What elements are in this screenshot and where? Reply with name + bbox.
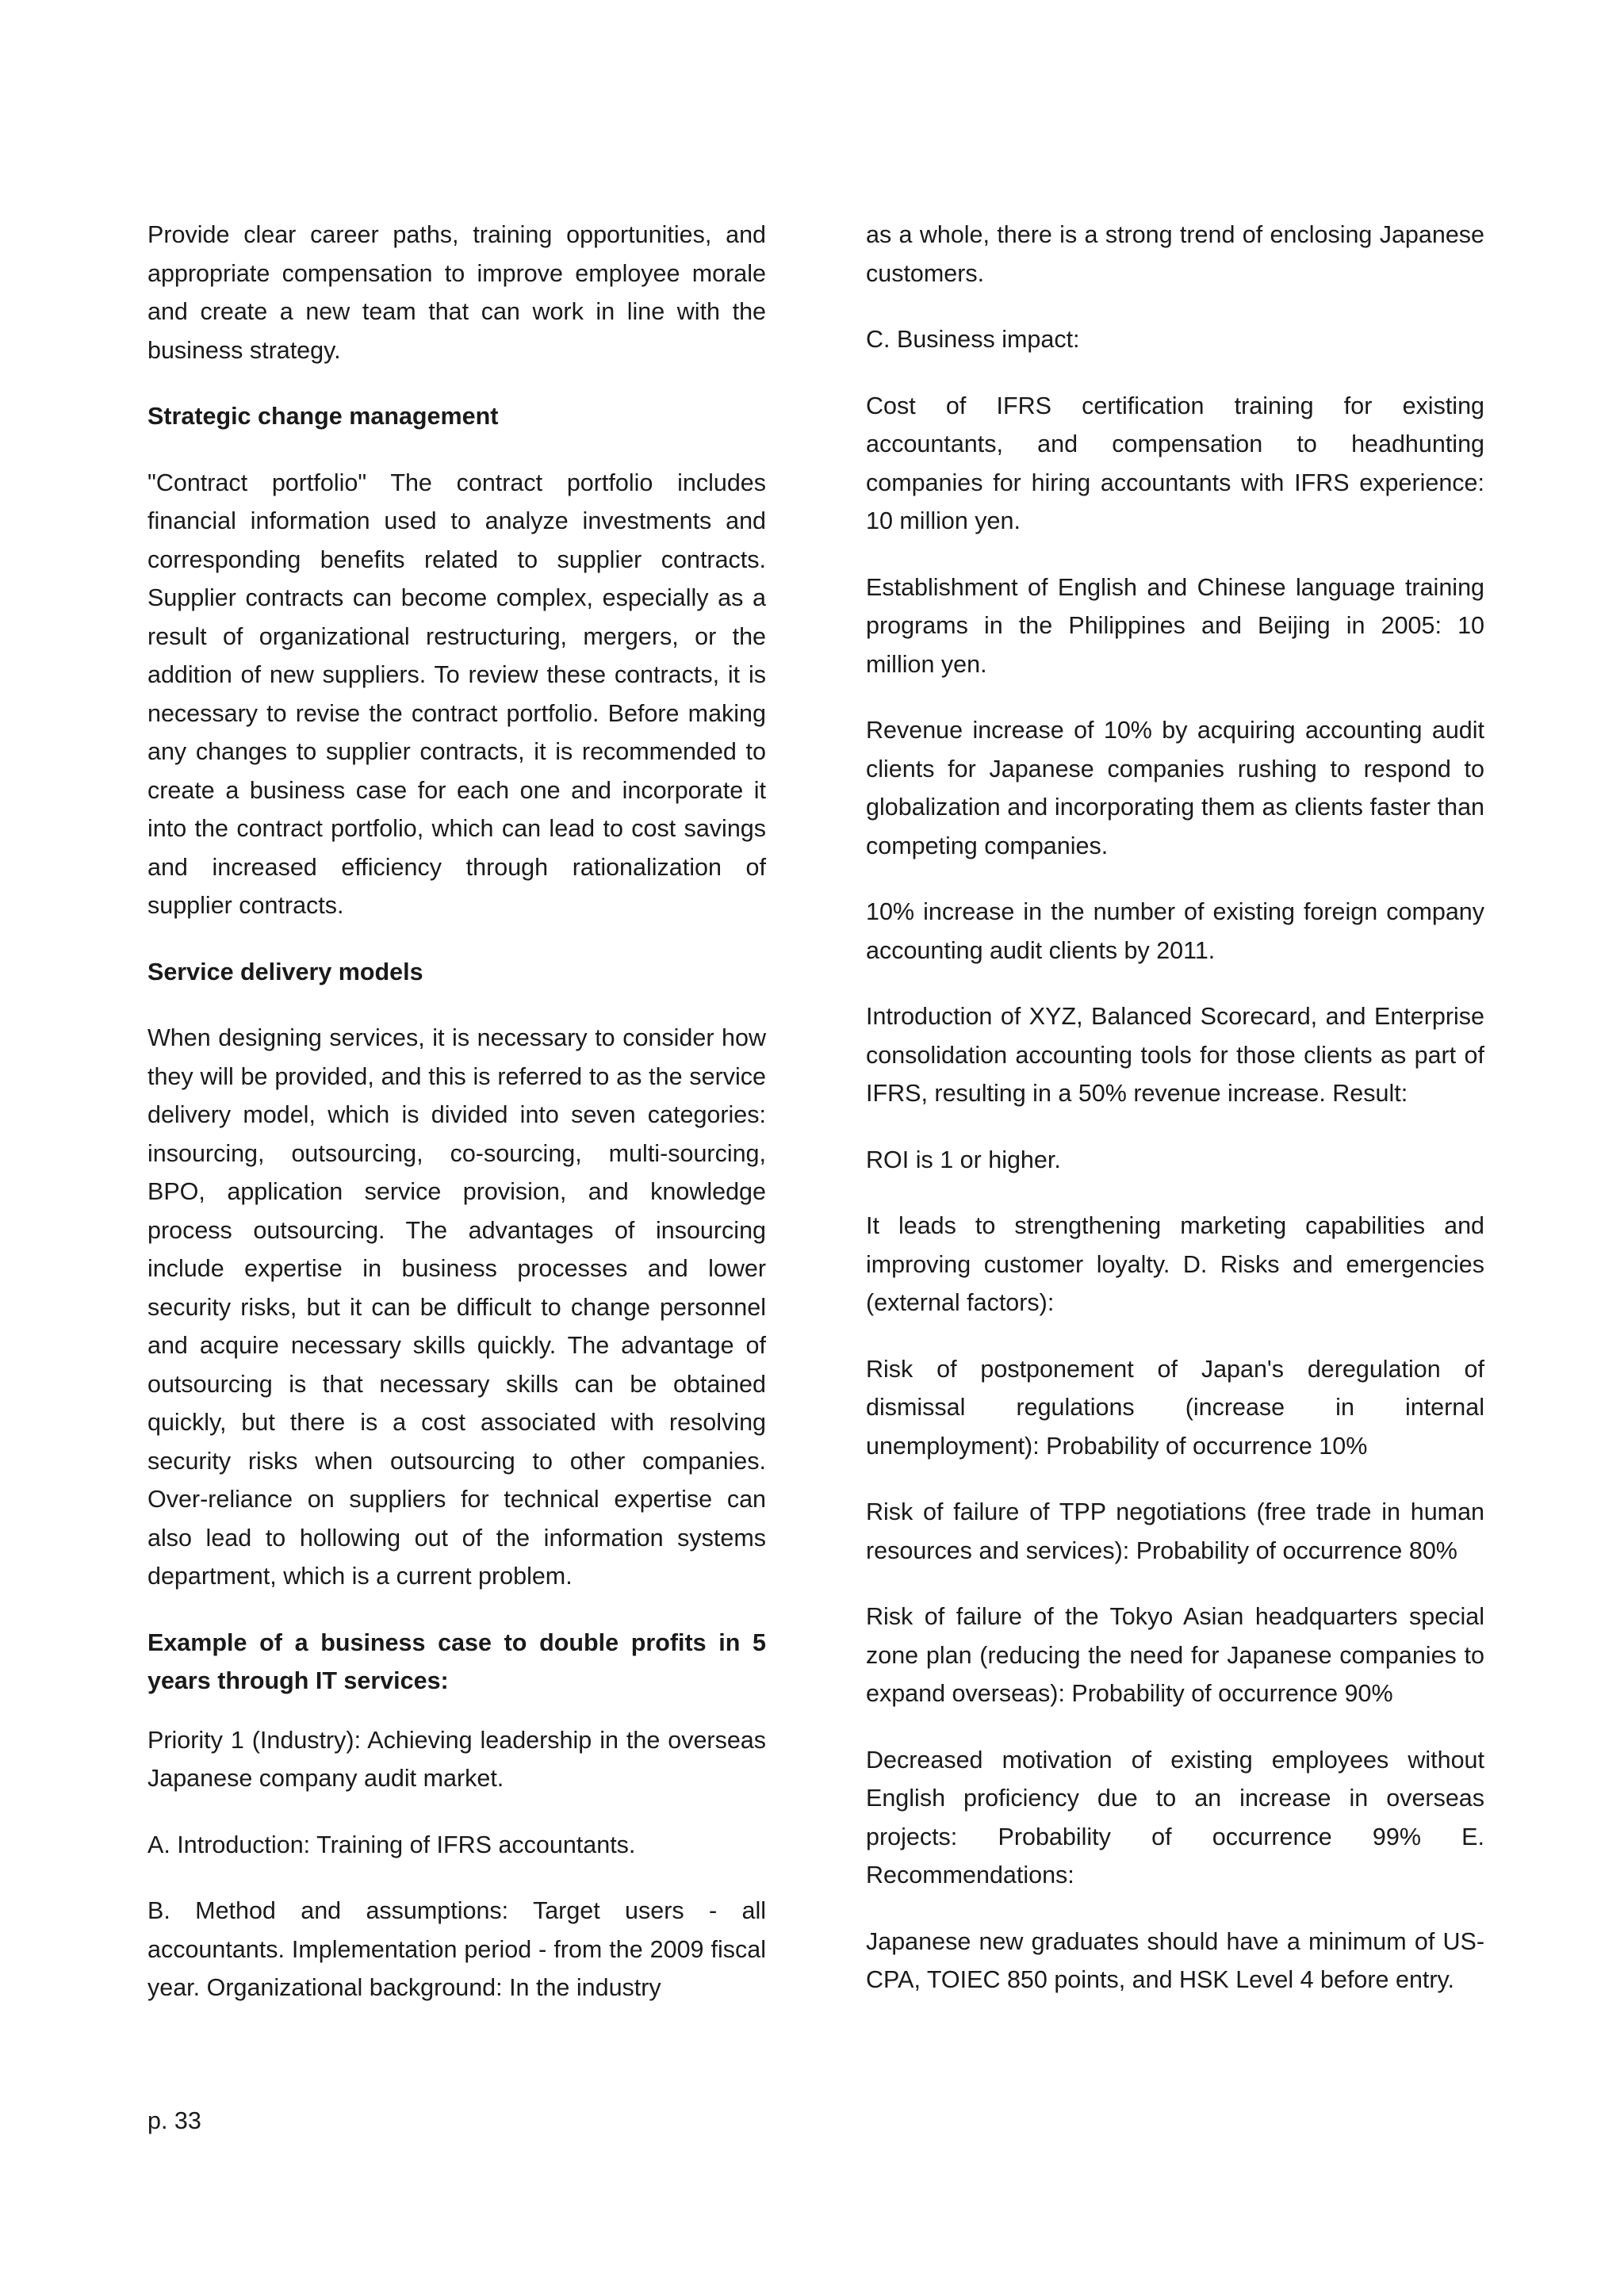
left-column [147, 216, 766, 2035]
paragraph-contract-portfolio: "Contract portfolio" The contract portfolio includes financial information used to analyze investments and corresponding benefits related to supplier contracts. Supplier contracts can become complex, especially as a result of organizational restructuring, mergers, or the addition of new suppliers. To review these contracts, it is necessary to revise the contract portfolio. Before making any changes to supplier contracts, it is recommended to create a business case for each one and incorporate it into the contract portfolio, which can lead to cost savings and increased efficiency through rationalization of supplier contracts. [147, 469, 766, 919]
page-number: p. 33 [147, 2107, 201, 2134]
heading-strategic-change-management: Strategic change management [147, 403, 499, 430]
paragraph-foreign-clients: 10% increase in the number of existing foreign company accounting audit clients by 2011. [866, 898, 1484, 964]
paragraph-method-assumptions: B. Method and assumptions: Target users - all accountants. Implementation period - from the 2009 fiscal year. Organizational background: In the industry [147, 1897, 766, 2001]
paragraph-service-delivery: When designing services, it is necessary to consider how they will be provided, and this is referred to as the service delivery model, which is divided into seven categories: insourcing, outsourcing, co-sourcing, multi-sourcing, BPO, application service provision, and knowledge process outsourcing. The advantages of insourcing include expertise in business processes and lower security risks, but it can be difficult to change personnel and acquire necessary skills quickly. The advantage of outsourcing is that necessary skills can be obtained quickly, but there is a cost associated with resolving security risks when outsourcing to other companies. Over-reliance on suppliers for technical expertise can also lead to hollowing out of the information systems department, which is a current problem. [147, 1024, 766, 1590]
paragraph-introduction: A. Introduction: Training of IFRS accountants. [147, 1831, 636, 1858]
paragraph-continuation: as a whole, there is a strong trend of enclosing Japanese customers. [866, 221, 1484, 287]
paragraph-risk-deregulation: Risk of postponement of Japan's deregulation of dismissal regulations (increase in internal unemployment): Probability of occurrence 10% [866, 1355, 1484, 1460]
paragraph-ifrs-cost: Cost of IFRS certification training for existing accountants, and compensation to headhunting companies for hiring accountants with IFRS experience: 10 million yen. [866, 392, 1484, 534]
paragraph-revenue-increase: Revenue increase of 10% by acquiring accounting audit clients for Japanese companies rushing to respond to globalization and incorporating them as clients faster than competing companies. [866, 717, 1484, 859]
heading-business-case-example: Example of a business case to double profits in 5 years through IT services: [147, 1628, 766, 1694]
paragraph-language-training: Establishment of English and Chinese language training programs in the Philippines and Beijing in 2005: 10 million yen. [866, 573, 1484, 678]
paragraph-tools-introduction: Introduction of XYZ, Balanced Scorecard, and Enterprise consolidation accounting tools for those clients as part of IFRS, resulting in a 50% revenue increase. Result: [866, 1003, 1484, 1107]
paragraph-career-paths: Provide clear career paths, training opportunities, and appropriate compensation to improve employee morale and create a new team that can work in line with the business strategy. [147, 221, 766, 364]
right-column [866, 216, 1484, 2027]
paragraph-risk-tokyo-hq: Risk of failure of the Tokyo Asian headquarters special zone plan (reducing the need for Japanese companies to expand overseas): Probability of occurrence 90% [866, 1603, 1484, 1707]
paragraph-business-impact: C. Business impact: [866, 326, 1080, 353]
paragraph-recommendation: Japanese new graduates should have a minimum of US-CPA, TOIEC 850 points, and HSK Level 4 before entry. [866, 1927, 1484, 1993]
paragraph-marketing: It leads to strengthening marketing capabilities and improving customer loyalty. D. Risks and emergencies (external factors): [866, 1212, 1484, 1316]
paragraph-priority-1: Priority 1 (Industry): Achieving leadership in the overseas Japanese company audit market. [147, 1726, 766, 1792]
paragraph-roi: ROI is 1 or higher. [866, 1146, 1061, 1173]
paragraph-risk-motivation: Decreased motivation of existing employees without English proficiency due to an increase in overseas projects: Probability of occurrence 99% E. Recommendations: [866, 1746, 1484, 1888]
paragraph-risk-tpp: Risk of failure of TPP negotiations (free trade in human resources and services): Probability of occurrence 80% [866, 1498, 1484, 1564]
heading-service-delivery-models: Service delivery models [147, 958, 423, 985]
